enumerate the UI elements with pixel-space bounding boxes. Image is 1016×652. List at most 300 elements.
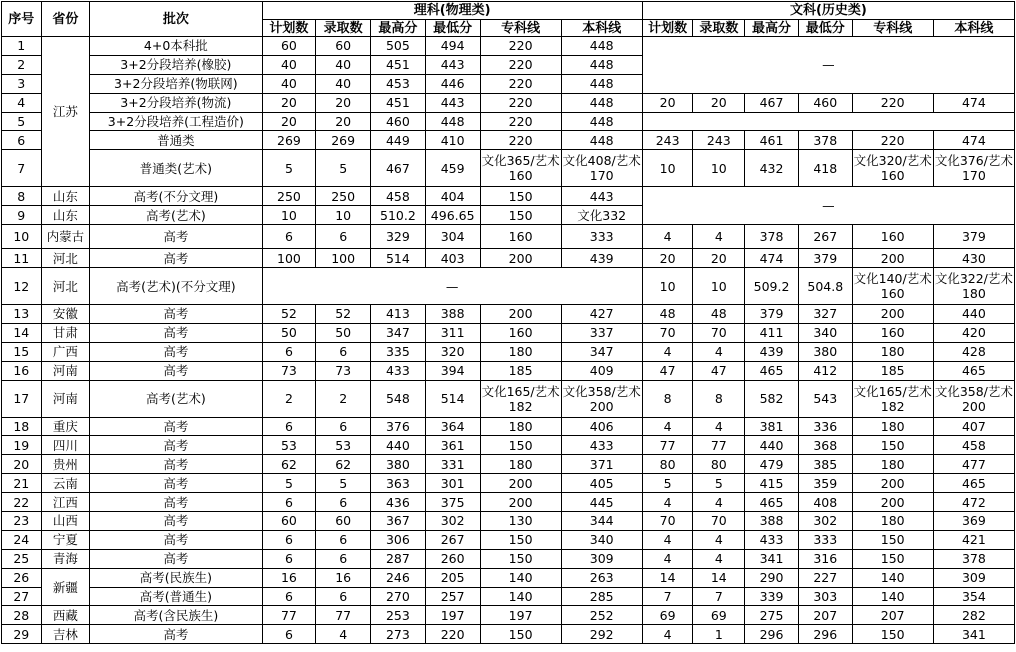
batch-cell: 高考 <box>90 249 262 268</box>
sci-admit: 10 <box>316 206 371 225</box>
seq-cell: 5 <box>2 112 42 131</box>
arts-max: 379 <box>745 305 799 324</box>
sci-benke: 文化332 <box>561 206 642 225</box>
sci-plan: 53 <box>262 436 316 455</box>
province-cell: 安徽 <box>41 305 90 324</box>
batch-cell: 3+2分段培养(物联网) <box>90 74 262 93</box>
arts-plan: 10 <box>642 268 693 305</box>
sci-zhuanke: 140 <box>480 587 561 606</box>
arts-min: 227 <box>798 568 852 587</box>
sci-benke: 文化358/艺术200 <box>561 380 642 417</box>
sci-min: 361 <box>425 436 480 455</box>
arts-max: 461 <box>745 131 799 150</box>
arts-min: 378 <box>798 131 852 150</box>
sci-admit: 6 <box>316 530 371 549</box>
arts-max: 296 <box>745 625 799 644</box>
arts-plan: 4 <box>642 417 693 436</box>
province-cell: 吉林 <box>41 625 90 644</box>
arts-min: 340 <box>798 323 852 342</box>
sci-admit: 40 <box>316 74 371 93</box>
arts-admit: 70 <box>693 323 745 342</box>
batch-cell: 4+0本科批 <box>90 37 262 56</box>
sci-min: 257 <box>425 587 480 606</box>
arts-benke: 472 <box>933 493 1014 512</box>
arts-zhuanke: 180 <box>852 512 933 531</box>
sci-plan: 6 <box>262 417 316 436</box>
sci-min: 301 <box>425 474 480 493</box>
seq-cell: 2 <box>2 55 42 74</box>
province-cell: 河南 <box>41 361 90 380</box>
batch-cell: 高考 <box>90 625 262 644</box>
arts-plan: 4 <box>642 549 693 568</box>
sci-benke: 405 <box>561 474 642 493</box>
sci-admit: 16 <box>316 568 371 587</box>
arts-plan: 80 <box>642 455 693 474</box>
sci-admit: 77 <box>316 606 371 625</box>
header-arts-zhuanke: 专科线 <box>852 20 933 37</box>
sci-benke: 252 <box>561 606 642 625</box>
batch-cell: 高考(不分文理) <box>90 187 262 206</box>
arts-plan: 70 <box>642 323 693 342</box>
arts-plan: 4 <box>642 342 693 361</box>
province-cell: 西藏 <box>41 606 90 625</box>
table-row <box>2 361 1015 380</box>
table-row <box>2 493 1015 512</box>
arts-benke: 文化322/艺术180 <box>933 268 1014 305</box>
arts-plan: 14 <box>642 568 693 587</box>
sci-benke: 448 <box>561 93 642 112</box>
province-cell: 山东 <box>41 206 90 225</box>
arts-min: 504.8 <box>798 268 852 305</box>
header-seq: 序号 <box>2 2 42 37</box>
arts-zhuanke: 200 <box>852 493 933 512</box>
sci-zhuanke: 200 <box>480 493 561 512</box>
arts-empty-dash: — <box>642 187 1014 225</box>
arts-empty <box>642 112 1014 131</box>
sci-max: 510.2 <box>371 206 426 225</box>
sci-zhuanke: 150 <box>480 206 561 225</box>
arts-zhuanke: 200 <box>852 474 933 493</box>
sci-max: 467 <box>371 150 426 187</box>
sci-benke: 448 <box>561 74 642 93</box>
seq-cell: 6 <box>2 131 42 150</box>
header-sci-plan: 计划数 <box>262 20 316 37</box>
sci-plan: 16 <box>262 568 316 587</box>
arts-min: 385 <box>798 455 852 474</box>
seq-cell: 29 <box>2 625 42 644</box>
arts-max: 275 <box>745 606 799 625</box>
arts-zhuanke: 150 <box>852 549 933 568</box>
sci-plan: 62 <box>262 455 316 474</box>
arts-zhuanke: 180 <box>852 342 933 361</box>
arts-plan: 20 <box>642 93 693 112</box>
seq-cell: 13 <box>2 305 42 324</box>
arts-admit: 4 <box>693 417 745 436</box>
arts-min: 267 <box>798 225 852 249</box>
sci-zhuanke: 150 <box>480 549 561 568</box>
sci-plan: 40 <box>262 74 316 93</box>
sci-benke: 347 <box>561 342 642 361</box>
sci-admit: 2 <box>316 380 371 417</box>
arts-min: 379 <box>798 249 852 268</box>
table-row <box>2 417 1015 436</box>
sci-min: 304 <box>425 225 480 249</box>
sci-max: 253 <box>371 606 426 625</box>
batch-cell: 高考(艺术) <box>90 206 262 225</box>
sci-admit: 269 <box>316 131 371 150</box>
province-cell: 甘肃 <box>41 323 90 342</box>
province-cell: 山东 <box>41 187 90 206</box>
arts-max: 509.2 <box>745 268 799 305</box>
sci-benke: 344 <box>561 512 642 531</box>
arts-plan: 4 <box>642 530 693 549</box>
sci-zhuanke: 220 <box>480 93 561 112</box>
sci-max: 270 <box>371 587 426 606</box>
arts-admit: 243 <box>693 131 745 150</box>
table-row <box>2 187 1015 206</box>
arts-benke: 407 <box>933 417 1014 436</box>
sci-plan: 6 <box>262 342 316 361</box>
arts-benke: 458 <box>933 436 1014 455</box>
seq-cell: 27 <box>2 587 42 606</box>
arts-admit: 14 <box>693 568 745 587</box>
seq-cell: 20 <box>2 455 42 474</box>
sci-benke: 406 <box>561 417 642 436</box>
sci-plan: 20 <box>262 93 316 112</box>
arts-zhuanke: 180 <box>852 455 933 474</box>
sci-plan: 6 <box>262 493 316 512</box>
table-row <box>2 131 1015 150</box>
sci-benke: 445 <box>561 493 642 512</box>
arts-benke: 428 <box>933 342 1014 361</box>
arts-benke: 477 <box>933 455 1014 474</box>
header-province: 省份 <box>41 2 90 37</box>
arts-min: 333 <box>798 530 852 549</box>
sci-min: 394 <box>425 361 480 380</box>
province-cell: 广西 <box>41 342 90 361</box>
sci-admit: 50 <box>316 323 371 342</box>
province-cell: 山西 <box>41 512 90 531</box>
province-cell: 云南 <box>41 474 90 493</box>
sci-max: 514 <box>371 249 426 268</box>
sci-zhuanke: 220 <box>480 55 561 74</box>
sci-admit: 4 <box>316 625 371 644</box>
arts-plan: 8 <box>642 380 693 417</box>
seq-cell: 16 <box>2 361 42 380</box>
table-row <box>2 150 1015 187</box>
sci-admit: 52 <box>316 305 371 324</box>
table-row <box>2 37 1015 56</box>
arts-zhuanke: 文化140/艺术160 <box>852 268 933 305</box>
arts-admit: 80 <box>693 455 745 474</box>
arts-admit: 8 <box>693 380 745 417</box>
sci-min: 496.65 <box>425 206 480 225</box>
sci-plan: 250 <box>262 187 316 206</box>
sci-max: 413 <box>371 305 426 324</box>
arts-zhuanke: 160 <box>852 225 933 249</box>
province-cell: 四川 <box>41 436 90 455</box>
sci-benke: 285 <box>561 587 642 606</box>
arts-max: 479 <box>745 455 799 474</box>
arts-max: 378 <box>745 225 799 249</box>
sci-admit: 53 <box>316 436 371 455</box>
seq-cell: 23 <box>2 512 42 531</box>
header-batch: 批次 <box>90 2 262 37</box>
sci-plan: 50 <box>262 323 316 342</box>
arts-min: 418 <box>798 150 852 187</box>
sci-min: 375 <box>425 493 480 512</box>
sci-max: 433 <box>371 361 426 380</box>
sci-min: 446 <box>425 74 480 93</box>
table-row <box>2 93 1015 112</box>
arts-min: 412 <box>798 361 852 380</box>
seq-cell: 10 <box>2 225 42 249</box>
sci-admit: 6 <box>316 342 371 361</box>
province-cell: 江西 <box>41 493 90 512</box>
arts-plan: 5 <box>642 474 693 493</box>
arts-benke: 379 <box>933 225 1014 249</box>
table-row <box>2 305 1015 324</box>
sci-zhuanke: 160 <box>480 225 561 249</box>
arts-zhuanke: 220 <box>852 93 933 112</box>
sci-plan: 77 <box>262 606 316 625</box>
arts-zhuanke: 150 <box>852 530 933 549</box>
seq-cell: 22 <box>2 493 42 512</box>
sci-zhuanke: 160 <box>480 323 561 342</box>
table-row <box>2 474 1015 493</box>
sci-max: 376 <box>371 417 426 436</box>
arts-zhuanke: 文化165/艺术182 <box>852 380 933 417</box>
sci-plan: 5 <box>262 474 316 493</box>
arts-admit: 20 <box>693 249 745 268</box>
sci-plan: 6 <box>262 625 316 644</box>
batch-cell: 高考(含民族生) <box>90 606 262 625</box>
batch-cell: 高考 <box>90 512 262 531</box>
sci-min: 459 <box>425 150 480 187</box>
header-arts-plan: 计划数 <box>642 20 693 37</box>
sci-zhuanke: 文化365/艺术160 <box>480 150 561 187</box>
header-sci-min: 最低分 <box>425 20 480 37</box>
batch-cell: 高考 <box>90 323 262 342</box>
sci-benke: 443 <box>561 187 642 206</box>
arts-zhuanke: 200 <box>852 305 933 324</box>
arts-admit: 47 <box>693 361 745 380</box>
sci-min: 448 <box>425 112 480 131</box>
sci-max: 440 <box>371 436 426 455</box>
sci-admit: 6 <box>316 225 371 249</box>
province-cell: 重庆 <box>41 417 90 436</box>
arts-benke: 465 <box>933 361 1014 380</box>
batch-cell: 高考(民族生) <box>90 568 262 587</box>
arts-benke: 文化376/艺术170 <box>933 150 1014 187</box>
arts-zhuanke: 150 <box>852 436 933 455</box>
sci-max: 306 <box>371 530 426 549</box>
sci-benke: 340 <box>561 530 642 549</box>
arts-empty-dash: — <box>642 37 1014 94</box>
sci-max: 380 <box>371 455 426 474</box>
arts-admit: 10 <box>693 268 745 305</box>
seq-cell: 9 <box>2 206 42 225</box>
arts-plan: 20 <box>642 249 693 268</box>
arts-benke: 341 <box>933 625 1014 644</box>
arts-max: 415 <box>745 474 799 493</box>
table-row <box>2 436 1015 455</box>
sci-benke: 448 <box>561 131 642 150</box>
arts-min: 408 <box>798 493 852 512</box>
table-row <box>2 323 1015 342</box>
sci-admit: 20 <box>316 112 371 131</box>
sci-min: 311 <box>425 323 480 342</box>
table-row <box>2 112 1015 131</box>
sci-benke: 448 <box>561 112 642 131</box>
arts-admit: 48 <box>693 305 745 324</box>
header-arts-min: 最低分 <box>798 20 852 37</box>
seq-cell: 28 <box>2 606 42 625</box>
sci-plan: 6 <box>262 530 316 549</box>
arts-plan: 77 <box>642 436 693 455</box>
sci-admit: 62 <box>316 455 371 474</box>
sci-plan: 2 <box>262 380 316 417</box>
sci-plan: 6 <box>262 587 316 606</box>
sci-min: 267 <box>425 530 480 549</box>
seq-cell: 12 <box>2 268 42 305</box>
arts-min: 303 <box>798 587 852 606</box>
sci-max: 287 <box>371 549 426 568</box>
batch-cell: 高考 <box>90 549 262 568</box>
sci-benke: 333 <box>561 225 642 249</box>
sci-zhuanke: 200 <box>480 305 561 324</box>
province-cell: 河北 <box>41 268 90 305</box>
sci-zhuanke: 200 <box>480 474 561 493</box>
table-row <box>2 568 1015 587</box>
arts-zhuanke: 207 <box>852 606 933 625</box>
sci-max: 246 <box>371 568 426 587</box>
seq-cell: 7 <box>2 150 42 187</box>
seq-cell: 8 <box>2 187 42 206</box>
arts-zhuanke: 200 <box>852 249 933 268</box>
seq-cell: 19 <box>2 436 42 455</box>
arts-plan: 48 <box>642 305 693 324</box>
sci-min: 205 <box>425 568 480 587</box>
sci-min: 388 <box>425 305 480 324</box>
sci-plan: 73 <box>262 361 316 380</box>
sci-benke: 409 <box>561 361 642 380</box>
sci-plan: 6 <box>262 549 316 568</box>
sci-plan: 100 <box>262 249 316 268</box>
arts-benke: 378 <box>933 549 1014 568</box>
sci-plan: 60 <box>262 512 316 531</box>
seq-cell: 4 <box>2 93 42 112</box>
sci-plan: 52 <box>262 305 316 324</box>
table-row <box>2 530 1015 549</box>
table-row <box>2 512 1015 531</box>
batch-cell: 普通类 <box>90 131 262 150</box>
sci-plan: 60 <box>262 37 316 56</box>
table-row <box>2 268 1015 305</box>
sci-min: 364 <box>425 417 480 436</box>
batch-cell: 高考(艺术) <box>90 380 262 417</box>
table-row <box>2 380 1015 417</box>
header-arts-admit: 录取数 <box>693 20 745 37</box>
arts-min: 380 <box>798 342 852 361</box>
arts-max: 465 <box>745 361 799 380</box>
batch-cell: 3+2分段培养(物流) <box>90 93 262 112</box>
seq-cell: 21 <box>2 474 42 493</box>
batch-cell: 高考 <box>90 417 262 436</box>
sci-zhuanke: 130 <box>480 512 561 531</box>
seq-cell: 1 <box>2 37 42 56</box>
sci-admit: 60 <box>316 512 371 531</box>
sci-max: 460 <box>371 112 426 131</box>
sci-benke: 337 <box>561 323 642 342</box>
batch-cell: 高考 <box>90 455 262 474</box>
sci-max: 329 <box>371 225 426 249</box>
sci-max: 347 <box>371 323 426 342</box>
arts-max: 433 <box>745 530 799 549</box>
arts-benke: 474 <box>933 131 1014 150</box>
sci-zhuanke: 185 <box>480 361 561 380</box>
sci-max: 335 <box>371 342 426 361</box>
sci-plan: 6 <box>262 225 316 249</box>
header-sci-admit: 录取数 <box>316 20 371 37</box>
sci-zhuanke: 150 <box>480 625 561 644</box>
arts-benke: 421 <box>933 530 1014 549</box>
sci-zhuanke: 文化165/艺术182 <box>480 380 561 417</box>
sci-benke: 448 <box>561 55 642 74</box>
arts-plan: 70 <box>642 512 693 531</box>
table-row <box>2 587 1015 606</box>
province-cell: 江苏 <box>41 37 90 187</box>
sci-admit: 6 <box>316 587 371 606</box>
table-row <box>2 249 1015 268</box>
arts-min: 316 <box>798 549 852 568</box>
province-cell: 宁夏 <box>41 530 90 549</box>
arts-benke: 420 <box>933 323 1014 342</box>
sci-min: 320 <box>425 342 480 361</box>
arts-max: 465 <box>745 493 799 512</box>
arts-plan: 47 <box>642 361 693 380</box>
sci-min: 443 <box>425 93 480 112</box>
province-cell: 河北 <box>41 249 90 268</box>
sci-admit: 6 <box>316 549 371 568</box>
header-sci-benke: 本科线 <box>561 20 642 37</box>
table-row <box>2 455 1015 474</box>
sci-zhuanke: 180 <box>480 455 561 474</box>
arts-admit: 5 <box>693 474 745 493</box>
arts-min: 207 <box>798 606 852 625</box>
header-sci-max: 最高分 <box>371 20 426 37</box>
arts-zhuanke: 180 <box>852 417 933 436</box>
sci-max: 451 <box>371 93 426 112</box>
sci-empty-dash: — <box>262 268 642 305</box>
header-science-group: 理科(物理类) <box>262 2 642 20</box>
sci-benke: 292 <box>561 625 642 644</box>
seq-cell: 24 <box>2 530 42 549</box>
sci-zhuanke: 220 <box>480 37 561 56</box>
table-row <box>2 606 1015 625</box>
sci-benke: 427 <box>561 305 642 324</box>
sci-zhuanke: 180 <box>480 342 561 361</box>
sci-zhuanke: 150 <box>480 187 561 206</box>
arts-admit: 10 <box>693 150 745 187</box>
sci-min: 404 <box>425 187 480 206</box>
arts-benke: 440 <box>933 305 1014 324</box>
arts-benke: 354 <box>933 587 1014 606</box>
arts-plan: 69 <box>642 606 693 625</box>
seq-cell: 18 <box>2 417 42 436</box>
batch-cell: 高考 <box>90 530 262 549</box>
arts-zhuanke: 160 <box>852 323 933 342</box>
